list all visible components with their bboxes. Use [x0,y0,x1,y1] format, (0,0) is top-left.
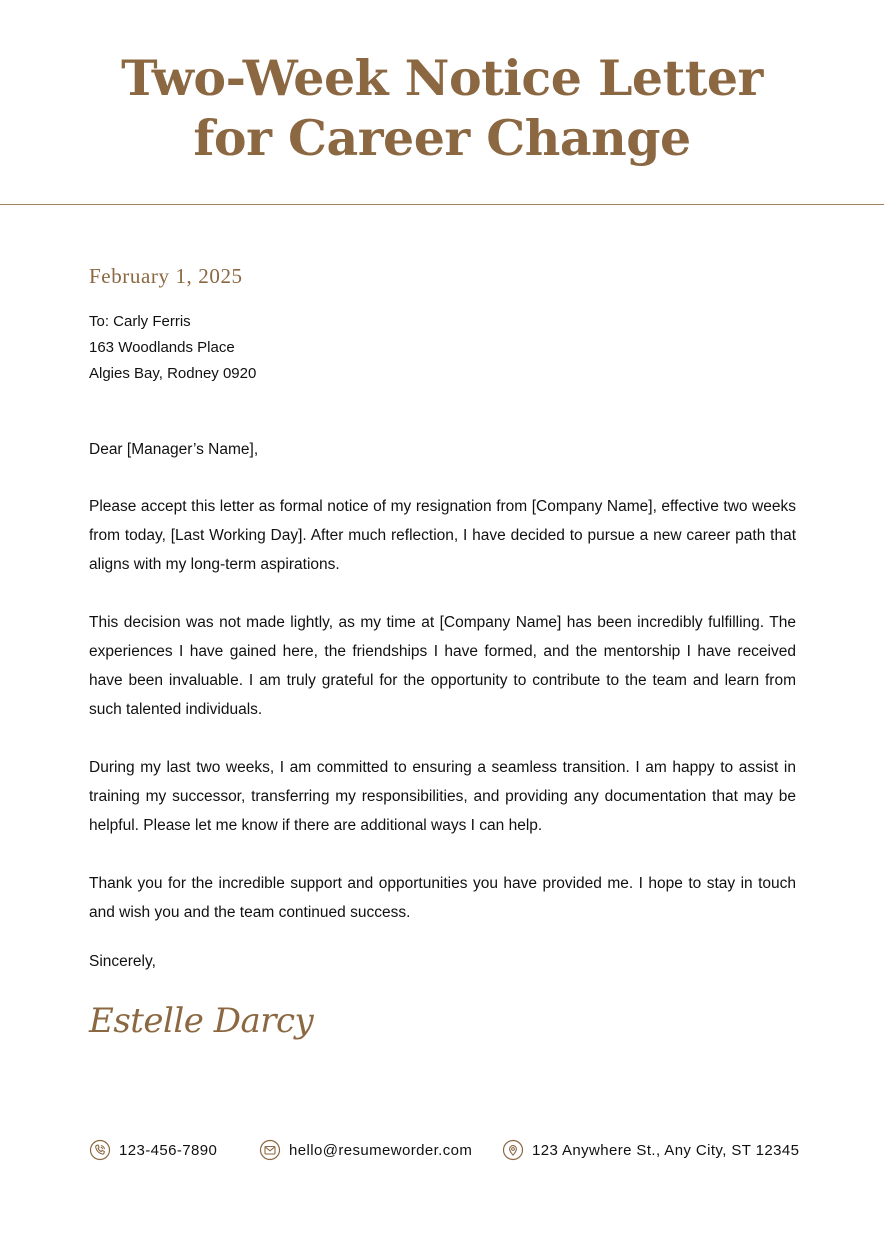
contact-email [259,1137,472,1163]
email-icon [259,1139,281,1161]
contact-address-text: 123 Anywhere St., Any City, ST 12345 [532,1141,800,1159]
location-pin-icon [502,1139,524,1161]
body-paragraph-3: During my last two weeks, I am committed to ensuring a seamless transition. I am happy to assist in training my successor, transferring my responsibilities, and providing any documentation that may be helpful. Please let me know if there are additional ways I can help. [89,759,796,834]
recipient-address-line-2: Algies Bay, Rodney 0920 [89,365,257,382]
phone-icon [89,1139,111,1161]
contact-address [502,1137,799,1163]
title-line-2: for Career Change [193,109,691,167]
recipient-name: To: Carly Ferris [89,313,191,330]
header-divider [0,204,884,205]
recipient-block [89,309,796,387]
body-paragraph-1: Please accept this letter as formal notice of my resignation from [Company Name], effective two weeks from today, [Last Working Day]. After much reflection, I have decided to pursue a new career path that aligns with my long-term aspirations. [89,498,796,573]
letter-date: February 1, 2025 [89,264,243,288]
body-paragraph-4: Thank you for the incredible support and opportunities you have provided me. I hope to stay in touch and wish you and the team continued success. [89,875,796,921]
salutation: Dear [Manager’s Name], [89,441,259,458]
letter-body [89,260,796,975]
contact-phone [89,1137,217,1163]
title-line-1: Two-Week Notice Letter [121,49,763,107]
body-paragraph-2: This decision was not made lightly, as my time at [Company Name] has been incredibly fulfilling. The experiences I have gained here, the friendships I have formed, and the mentorship I have received have been invaluable. I am truly grateful for the opportunity to contribute to the team and learn from such talented individuals. [89,614,796,718]
contact-phone-text: 123-456-7890 [119,1141,218,1159]
letter-title [0,48,884,168]
recipient-address-line-1: 163 Woodlands Place [89,339,235,356]
contact-footer [89,1137,809,1163]
contact-email-text: hello@resumeworder.com [289,1141,473,1159]
signature: Estelle Darcy [89,1001,314,1041]
closing: Sincerely, [89,953,156,970]
